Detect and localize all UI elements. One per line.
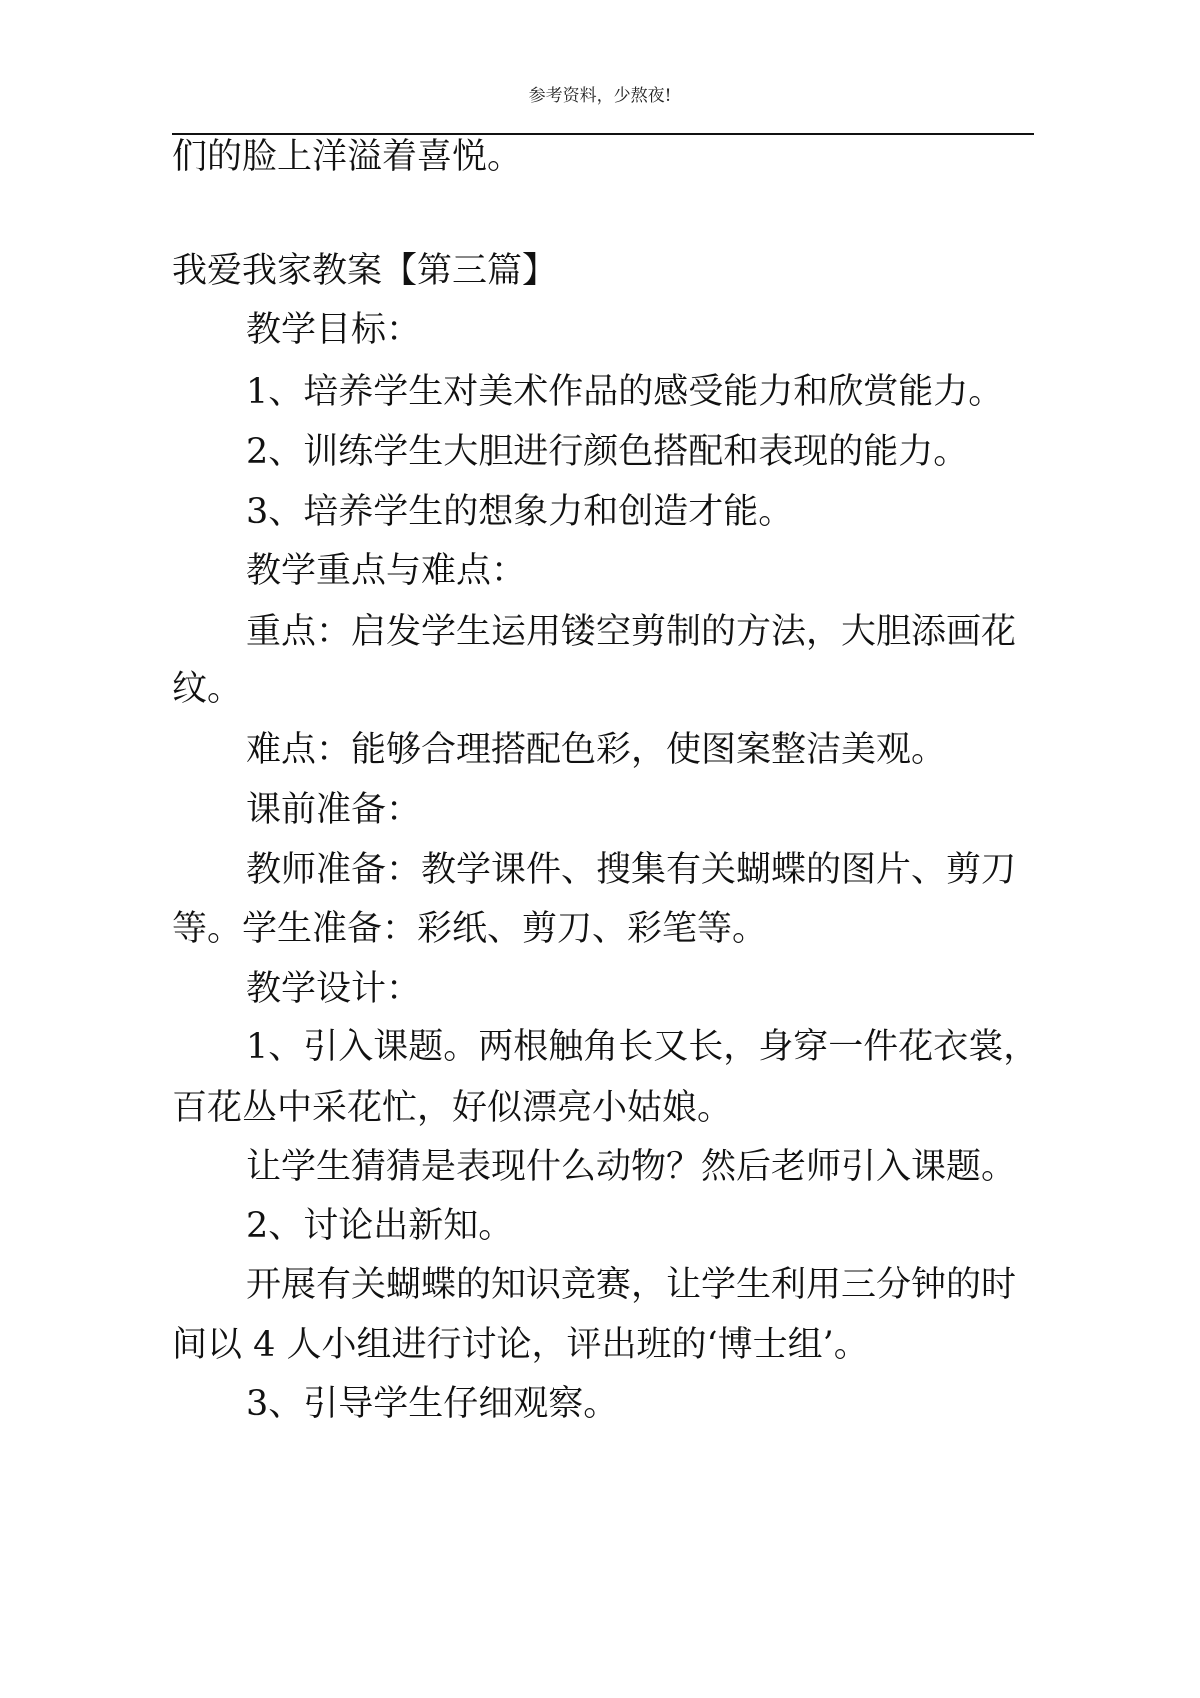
body-line: 1、培养学生对美术作品的感受能力和欣赏能力。 — [246, 372, 1004, 412]
body-line: 2、讨论出新知。 — [246, 1206, 514, 1246]
body-line: 2、训练学生大胆进行颜色搭配和表现的能力。 — [246, 432, 969, 472]
body-line: 开展有关蝴蝶的知识竞赛，让学生利用三分钟的时 — [246, 1265, 1017, 1305]
body-line: 百花丛中采花忙，好似漂亮小姑娘。 — [172, 1088, 733, 1128]
body-line: 教学目标： — [246, 310, 422, 350]
body-line: 1、引入课题。两根触角长又长，身穿一件花衣裳， — [246, 1027, 1039, 1067]
body-line: 3、培养学生的想象力和创造才能。 — [246, 492, 794, 532]
page-header: 参考资料，少熬夜! — [528, 86, 672, 106]
body-line: 们的脸上洋溢着喜悦。 — [172, 137, 523, 177]
body-line: 教师准备：教学课件、搜集有关蝴蝶的图片、剪刀 — [246, 850, 1017, 890]
body-line: 教学重点与难点： — [246, 551, 527, 591]
body-line: 3、引导学生仔细观察。 — [246, 1384, 619, 1424]
section-title: 我爱我家教案【第三篇】 — [172, 251, 558, 291]
body-line: 等。学生准备：彩纸、剪刀、彩笔等。 — [172, 909, 768, 949]
body-line: 课前准备： — [246, 790, 422, 830]
body-line: 纹。 — [172, 669, 243, 709]
body-line: 难点：能够合理搭配色彩，使图案整洁美观。 — [246, 730, 947, 770]
body-line: 教学设计： — [246, 969, 422, 1009]
body-line: 让学生猜猜是表现什么动物？然后老师引入课题。 — [246, 1147, 1017, 1187]
body-line: 重点：启发学生运用镂空剪制的方法，大胆添画花 — [246, 612, 1017, 652]
body-line: 间以 4 人小组进行讨论，评出班的‘博士组’。 — [172, 1325, 869, 1365]
